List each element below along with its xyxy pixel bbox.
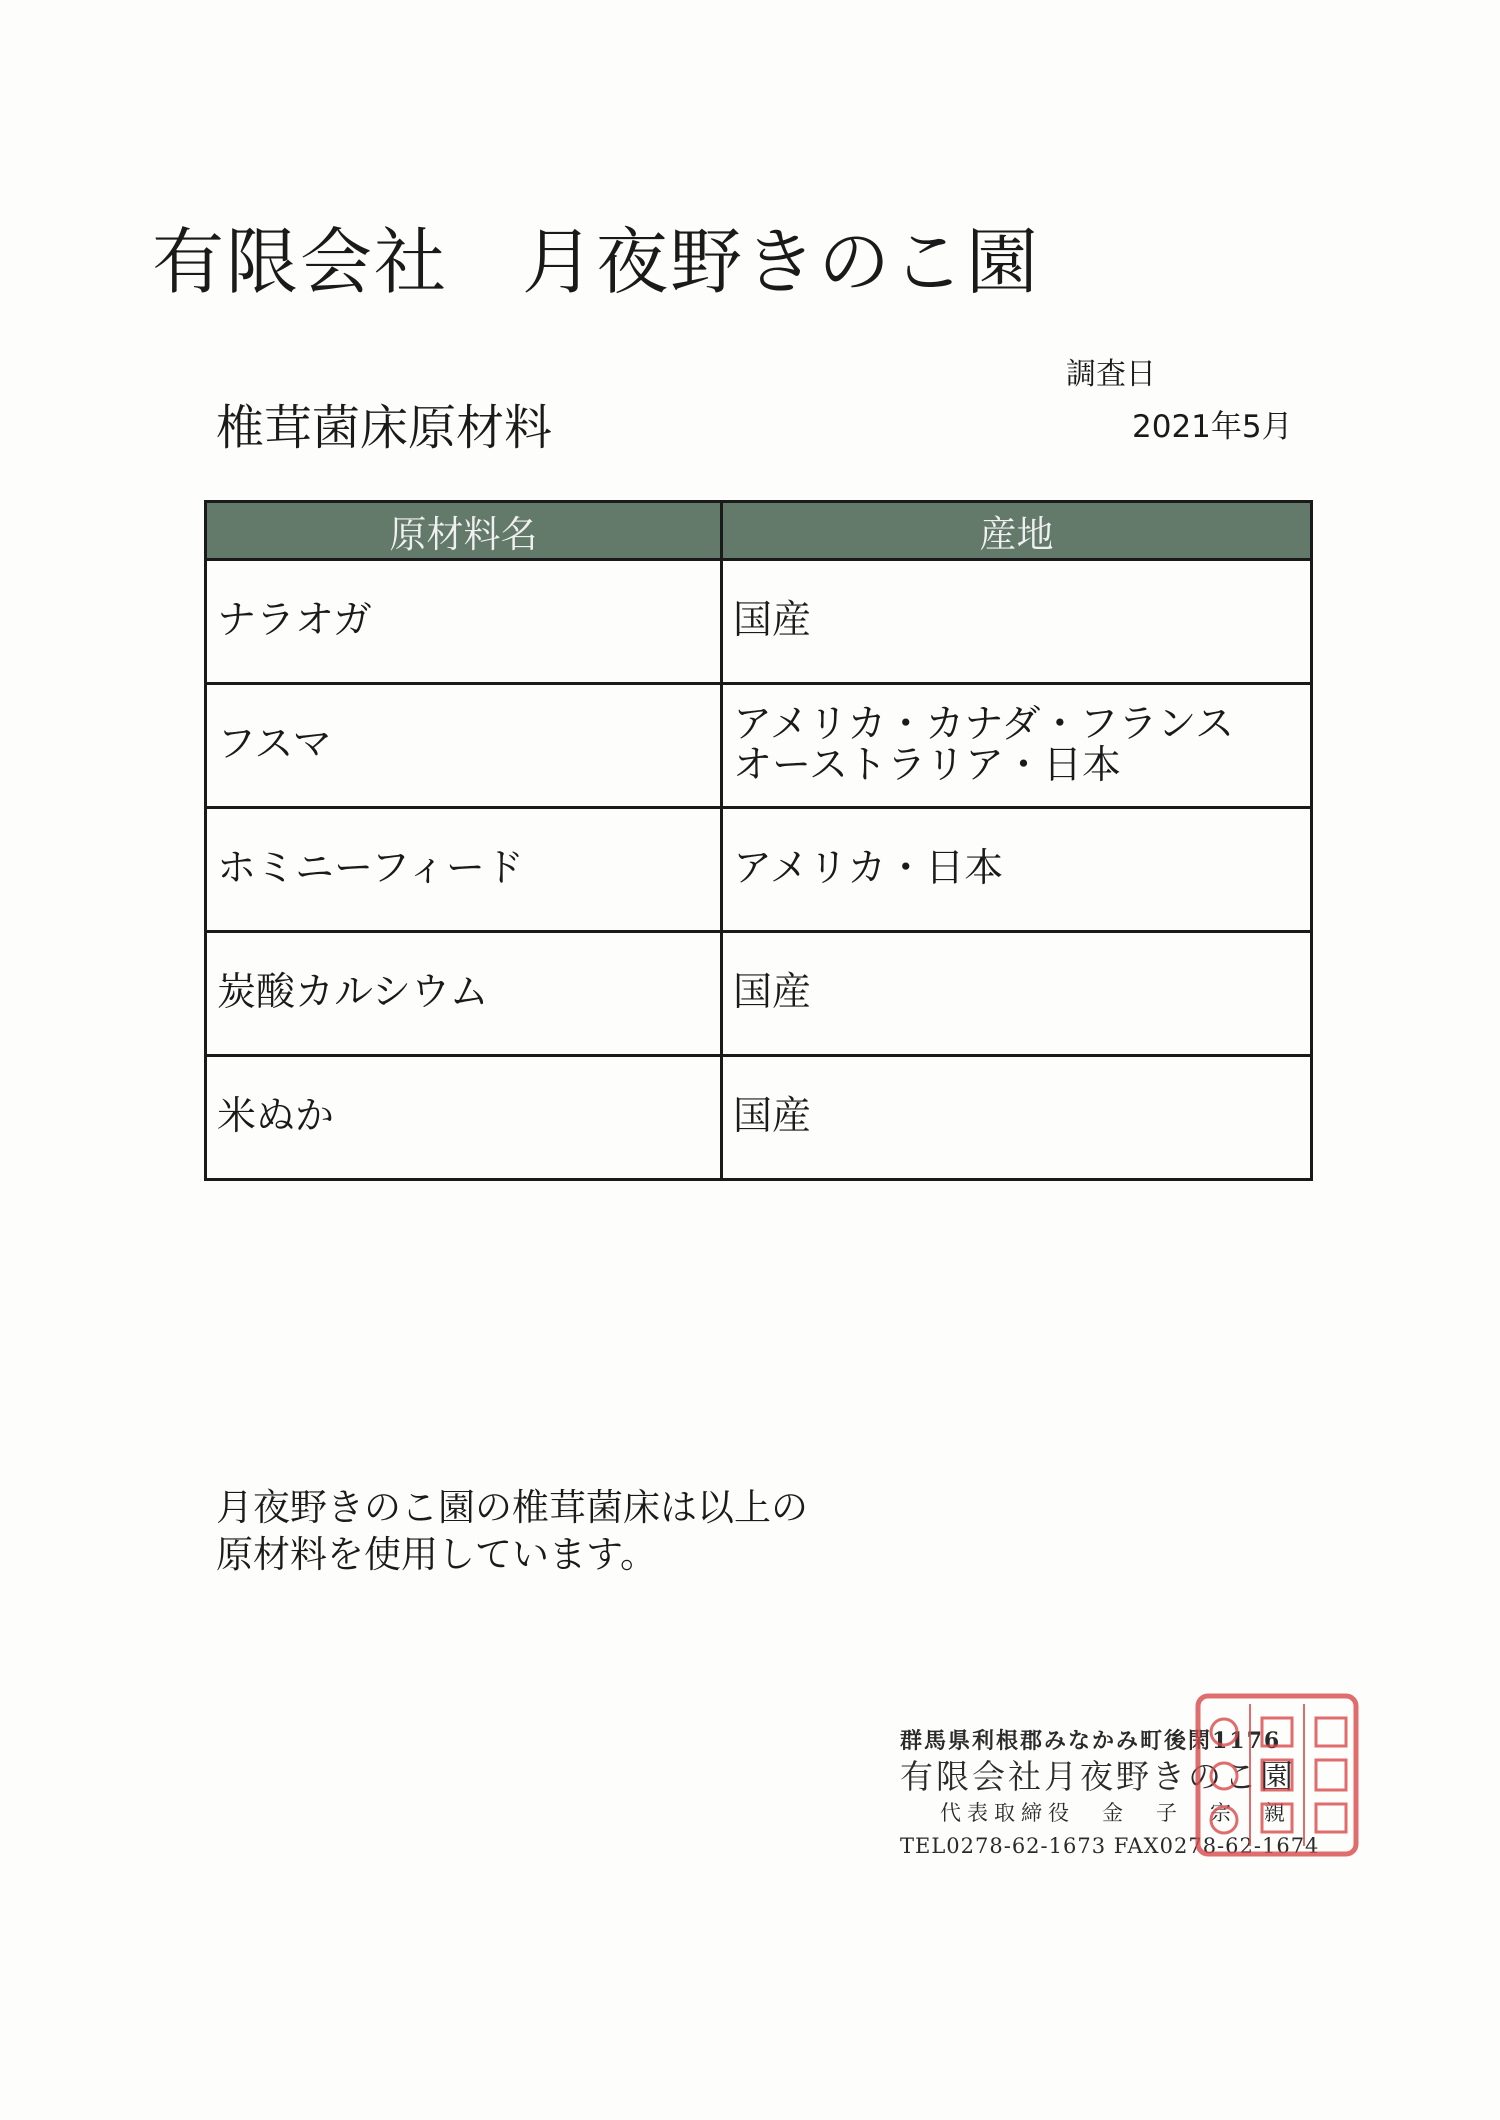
company-title: 有限会社 月夜野きのこ園	[152, 220, 1041, 304]
material-name: ホミニーフィード	[206, 808, 722, 932]
table-row	[206, 1056, 1312, 1180]
doc-subtitle: 椎茸菌床原材料	[216, 400, 553, 456]
survey-date-label: 調査日	[1066, 357, 1156, 392]
material-name: 炭酸カルシウム	[206, 932, 722, 1056]
company-seal-icon	[1192, 1690, 1362, 1860]
origin-text: 国産	[733, 1094, 812, 1140]
stamp-representative: 代表取締役 金 子 宗 親	[940, 1801, 1291, 1825]
materials-table	[204, 500, 1313, 1181]
stamp-contact: TEL0278-62-1673 FAX0278-62-1674	[900, 1834, 1320, 1858]
footer-statement	[216, 1484, 808, 1578]
column-header-origin: 産地	[722, 502, 1312, 560]
column-header-material: 原材料名	[206, 502, 722, 560]
survey-date: 2021年5月	[1132, 409, 1293, 445]
table-row	[206, 932, 1312, 1056]
origin-cell	[722, 932, 1312, 1056]
origin-cell	[722, 560, 1312, 684]
statement-line-2: 原材料を使用しています。	[216, 1533, 658, 1576]
stamp-company-name: 有限会社月夜野きのこ園	[900, 1757, 1296, 1796]
origin-text: オーストラリア・日本	[733, 742, 1122, 788]
table-row	[206, 560, 1312, 684]
material-name: 米ぬか	[206, 1056, 722, 1180]
origin-cell	[722, 808, 1312, 932]
origin-text: 国産	[733, 970, 812, 1016]
origin-cell	[722, 1056, 1312, 1180]
table-header-row	[206, 502, 1312, 560]
origin-cell	[722, 684, 1312, 808]
origin-text: 国産	[733, 598, 812, 644]
origin-text: アメリカ・カナダ・フランス	[733, 701, 1235, 747]
table-row	[206, 808, 1312, 932]
table-row	[206, 684, 1312, 808]
stamp-address: 群馬県利根郡みなかみ町後閑1176	[900, 1728, 1282, 1754]
material-name: ナラオガ	[206, 560, 722, 684]
origin-text: アメリカ・日本	[733, 846, 1004, 892]
material-name: フスマ	[206, 684, 722, 808]
statement-line-1: 月夜野きのこ園の椎茸菌床は以上の	[216, 1486, 808, 1529]
